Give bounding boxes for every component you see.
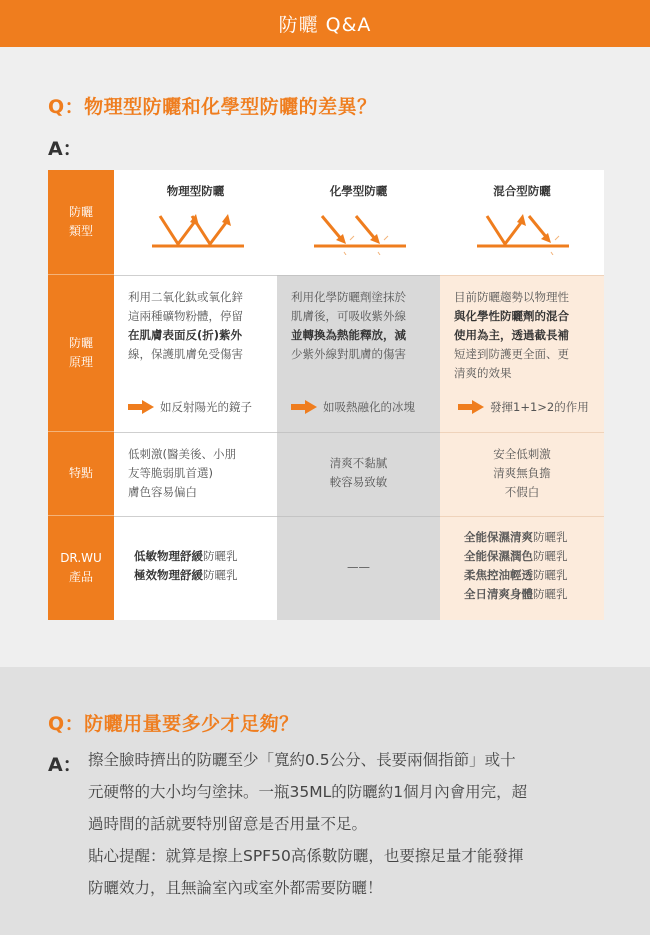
row-header-products-line1: DR.WU — [60, 551, 102, 565]
header-banner — [0, 0, 650, 47]
hybrid-icon — [473, 210, 573, 255]
features-hybrid-line: 清爽無負擔 — [493, 466, 551, 480]
product-item — [464, 566, 604, 585]
features-chemical-text — [277, 454, 440, 492]
answer-2-line: 擦全臉時擠出的防曬至少「寬約0.5公分、長要兩個指節」或十 — [88, 751, 516, 769]
arrow-right-icon — [291, 400, 317, 414]
features-hybrid-text — [440, 445, 604, 502]
features-chemical-line: 較容易致敏 — [329, 475, 388, 489]
product-name-bold: 低敏物理舒緩 — [134, 549, 203, 563]
row-header-type — [48, 170, 114, 275]
principle-hybrid-line: 與化學性防曬劑的混合 — [454, 309, 569, 323]
features-physical-line: 低刺激(醫美後、小朋 — [128, 447, 236, 461]
product-item — [464, 547, 604, 566]
col-header-hybrid: 混合型防曬 — [493, 184, 551, 198]
products-physical-list — [120, 547, 277, 585]
row-header-principle-line1: 防曬 — [68, 336, 93, 350]
analogy-hybrid — [458, 399, 589, 415]
row-header-type-line2: 類型 — [68, 224, 93, 238]
absorption-icon — [310, 210, 410, 255]
principle-hybrid-text — [440, 288, 604, 383]
product-name-suffix: 防曬乳 — [533, 568, 568, 582]
products-hybrid-list — [440, 528, 604, 604]
principle-hybrid-line: 短達到防護更全面、更 — [454, 347, 569, 361]
features-chemical-line: 清爽不黏膩 — [329, 456, 388, 470]
product-name-suffix: 防曬乳 — [203, 568, 238, 582]
row-header-type-line1: 防曬 — [68, 205, 93, 219]
principle-physical-line: 線，保護肌膚免受傷害 — [128, 347, 243, 361]
principle-chemical-line: 利用化學防曬劑塗抹於 — [291, 290, 406, 304]
principle-chemical-line: 少紫外線對肌膚的傷害 — [291, 347, 406, 361]
product-name-suffix: 防曬乳 — [203, 549, 238, 563]
banner-title: 防曬 Q&A — [278, 14, 372, 36]
row-header-features — [48, 432, 114, 516]
answer-2-label: A： — [48, 754, 82, 776]
arrow-right-icon — [458, 400, 484, 414]
product-name-suffix: 防曬乳 — [533, 530, 568, 544]
col-header-physical: 物理型防曬 — [166, 184, 225, 198]
row-header-features-line1: 特點 — [68, 466, 93, 480]
reflection-icon — [148, 210, 248, 255]
product-item — [464, 585, 604, 604]
question-2: Q：防曬用量要多少才足夠？ — [48, 713, 299, 735]
principle-chemical-line: 並轉換為熱能釋放，減 — [291, 328, 406, 342]
product-item — [464, 528, 604, 547]
product-name-bold: 全能保濕潤色 — [464, 549, 533, 563]
row-header-principle-line2: 原理 — [68, 355, 93, 369]
principle-hybrid-line: 目前防曬趨勢以物理性 — [454, 290, 569, 304]
features-physical-text — [114, 445, 277, 502]
answer-2-line: 元硬幣的大小均勻塗抹。一瓶35ML的防曬約1個月內會用完，超 — [88, 783, 528, 801]
principle-hybrid-line: 清爽的效果 — [454, 366, 512, 380]
question-1: Q：物理型防曬和化學型防曬的差異？ — [48, 96, 377, 118]
product-name-bold: 極效物理舒緩 — [134, 568, 203, 582]
row-header-products-line2: 產品 — [68, 570, 93, 584]
principle-physical-line: 在肌膚表面反(折)紫外 — [128, 328, 243, 342]
principle-hybrid-line: 使用為主，透過截長補 — [454, 328, 569, 342]
row-header-products — [48, 516, 114, 620]
features-physical-line: 膚色容易偏白 — [128, 485, 197, 499]
answer-1-label: A： — [48, 138, 82, 160]
row-header-principle — [48, 275, 114, 432]
product-name-bold: 全能保濕清爽 — [464, 530, 533, 544]
analogy-physical — [128, 399, 252, 415]
features-hybrid-line: 不假白 — [504, 485, 540, 499]
features-physical-line: 友等脆弱肌首選) — [128, 466, 213, 480]
principle-physical-line: 利用二氧化鈦或氧化鋅 — [128, 290, 243, 304]
product-name-bold: 柔焦控油輕透 — [464, 568, 533, 582]
product-name-bold: 全日清爽身體 — [464, 587, 533, 601]
products-chemical-none: —— — [347, 560, 370, 574]
col-header-chemical: 化學型防曬 — [329, 184, 388, 198]
answer-2-line: 過時間的話就要特別留意是否用量不足。 — [88, 815, 368, 833]
product-item — [134, 547, 263, 566]
principle-chemical-text — [277, 288, 440, 364]
principle-physical-text — [114, 288, 277, 364]
analogy-chemical — [291, 399, 415, 415]
principle-chemical-line: 肌膚後，可吸收紫外線 — [291, 309, 406, 323]
features-hybrid-line: 安全低刺激 — [493, 447, 551, 461]
answer-2-line: 貼心提醒：就算是擦上SPF50高係數防曬，也要擦足量才能發揮 — [88, 847, 524, 865]
comparison-table — [48, 170, 604, 620]
product-name-suffix: 防曬乳 — [533, 549, 568, 563]
answer-2-line: 防曬效力，且無論室內或室外都需要防曬！ — [88, 879, 383, 897]
analogy-hybrid-text: 發揮1+1>2的作用 — [490, 400, 589, 414]
product-item — [134, 566, 263, 585]
arrow-right-icon — [128, 400, 154, 414]
answer-2-text — [88, 744, 618, 904]
principle-physical-line: 這兩種礦物粉體，停留 — [128, 309, 243, 323]
product-name-suffix: 防曬乳 — [533, 587, 568, 601]
analogy-chemical-text: 如吸熱融化的冰塊 — [323, 400, 415, 414]
analogy-physical-text: 如反射陽光的鏡子 — [160, 400, 252, 414]
